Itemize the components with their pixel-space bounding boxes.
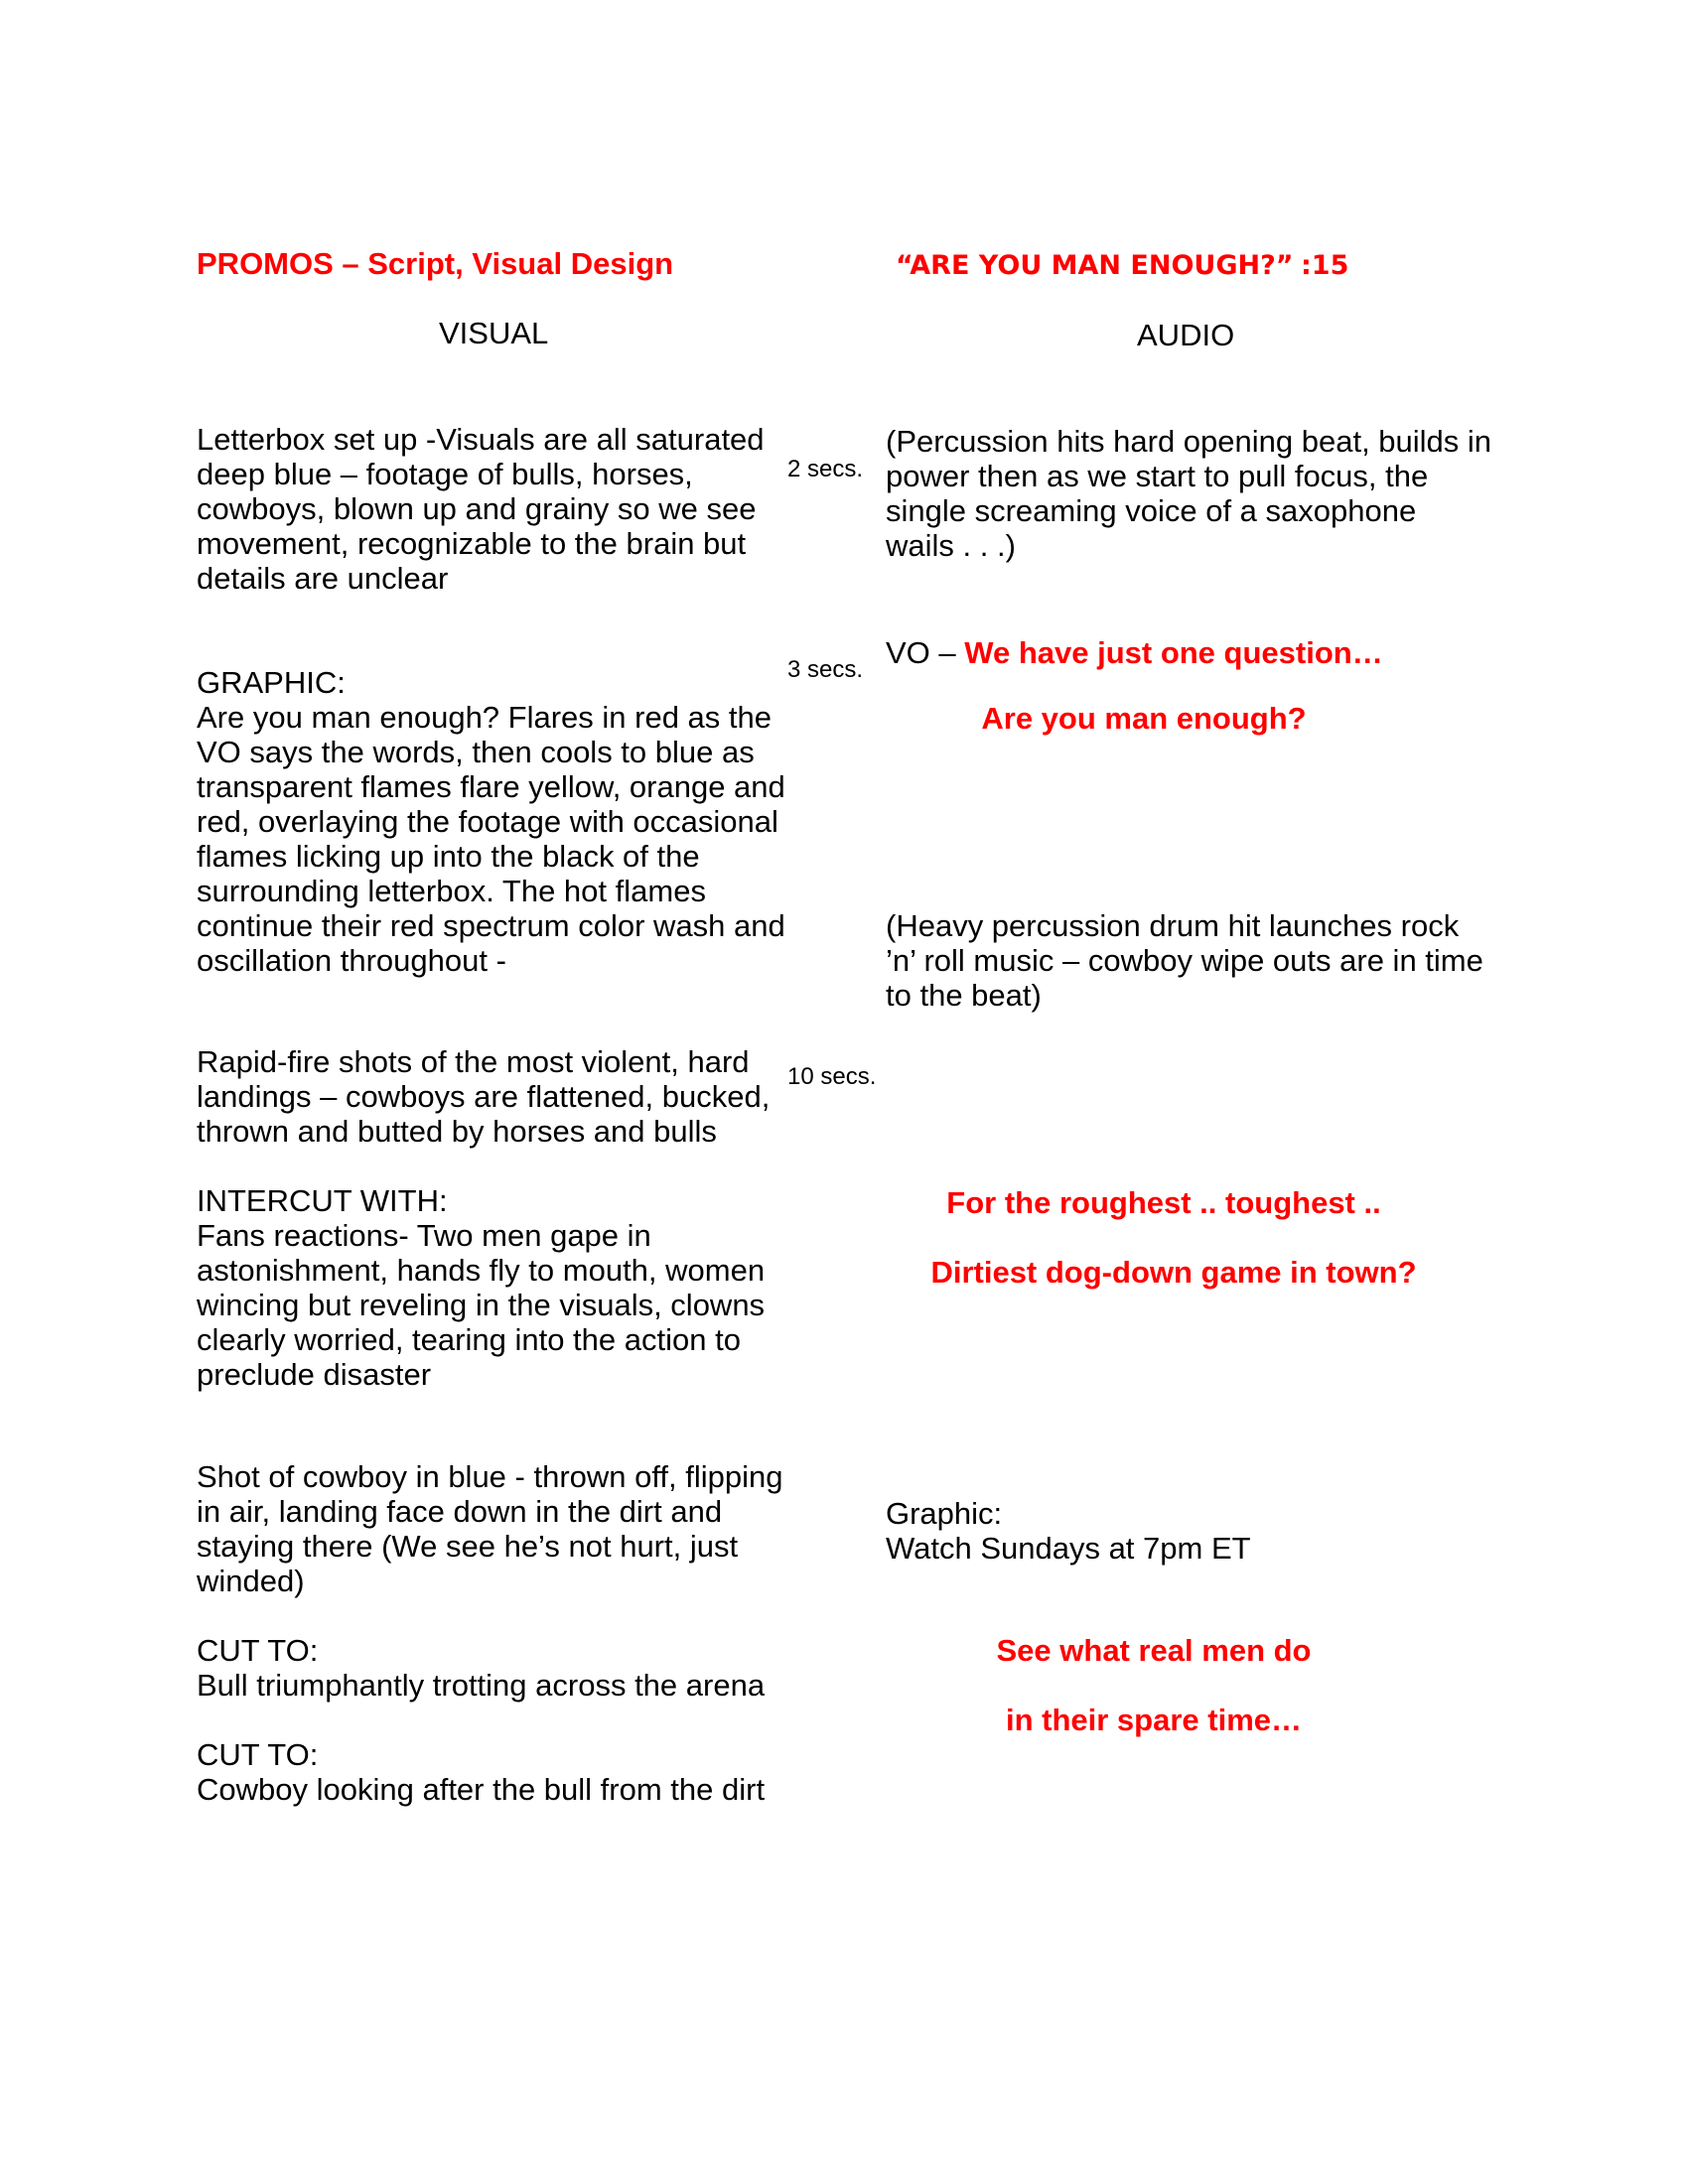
audio-dirtiest-game: Dirtiest dog-down game in town? [930,1255,1417,1290]
vo-prefix: VO – [886,635,965,670]
promo-duration: :15 [1301,250,1349,281]
audio-heavy-percussion: (Heavy percussion drum hit launches rock ’n’ roll music – cowboy wipe outs are in time to the beat) [886,908,1483,1013]
visual-rapid-fire-shots: Rapid-fire shots of the most violent, hard landings – cowboys are flattened, bucked, thrown and butted by horses and bulls [197,1044,771,1149]
visual-graphic-description: GRAPHIC: Are you man enough? Flares in red as the VO says the words, then cools to blue as transparent flames flare yellow, orange and red, overlaying the footage with occasional flames licking up into the black of the surrounding letterbox. The hot flames continue their red spectrum color wash and oscillation throughout - [197,665,785,978]
audio-spare-time: in their spare time… [1005,1703,1303,1737]
visual-cut-to-bull: CUT TO: Bull triumphantly trotting across the arena [197,1633,766,1703]
vo-question: We have just one question… [964,635,1383,670]
timing-10-secs: 10 secs. [787,1063,877,1090]
visual-cut-to-cowboy: CUT TO: Cowboy looking after the bull from the dirt [197,1737,766,1807]
audio-man-enough: Are you man enough? [981,701,1307,736]
audio-graphic-watch-sundays: Graphic: Watch Sundays at 7pm ET [886,1496,1251,1566]
timing-3-secs: 3 secs. [787,656,864,683]
promo-name: “ARE YOU MAN ENOUGH?” [896,250,1294,281]
visual-intercut-fans: INTERCUT WITH: Fans reactions- Two men gape in astonishment, hands fly to mouth, women wincing but reveling in the visuals, clowns clearly worried, tearing into the action to preclude disaster [197,1183,766,1392]
timing-2-secs: 2 secs. [787,456,864,482]
audio-percussion-opening: (Percussion hits hard opening beat, builds in power then as we start to pull focus, the single screaming voice of a saxophone wails . . .) [886,424,1492,563]
audio-see-what-real-men-do: See what real men do [996,1633,1312,1668]
visual-cowboy-shot: Shot of cowboy in blue - thrown off, flipping in air, landing face down in the dirt and staying there (We see he’s not hurt, just winded) [197,1459,783,1598]
page-title: PROMOS – Script, Visual Design [197,246,674,281]
audio-vo-line [886,635,1501,670]
visual-column-heading: VISUAL [439,316,549,350]
audio-column-heading: AUDIO [1137,318,1235,352]
audio-roughest-toughest: For the roughest .. toughest .. [946,1185,1381,1220]
visual-letterbox-setup: Letterbox set up -Visuals are all saturated deep blue – footage of bulls, horses, cowboys, blown up and grainy so we see movement, recognizable to the brain but details are unclear [197,422,765,596]
